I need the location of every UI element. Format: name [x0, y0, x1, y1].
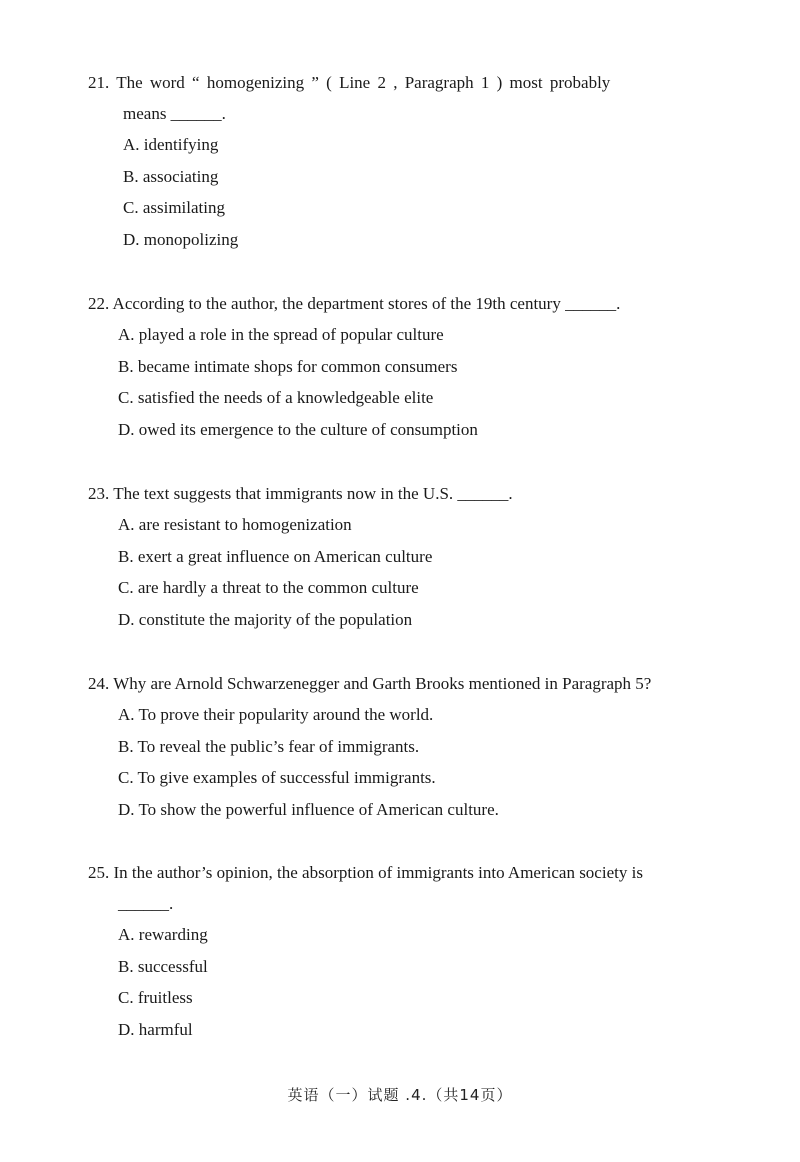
- option-a: A. played a role in the spread of popular culture: [118, 325, 444, 344]
- option-d: D. constitute the majority of the population: [118, 610, 413, 630]
- question-22: [88, 288, 728, 446]
- option-b: B. became intimate shops for common consumers: [118, 356, 458, 376]
- option-a: A. are resistant to homogenization: [118, 515, 352, 534]
- option-d: D. harmful: [118, 1020, 193, 1040]
- question-25: [88, 857, 728, 1046]
- option-d: D. monopolizing: [123, 230, 239, 250]
- option-a: A. rewarding: [118, 925, 208, 944]
- option-c: C. satisfied the needs of a knowledgeable elite: [118, 388, 434, 408]
- question-stem: 25. In the author’s opinion, the absorption of immigrants into American society is: [88, 863, 643, 882]
- option-c: C. fruitless: [118, 988, 193, 1008]
- option-b: B. associating: [123, 166, 219, 186]
- question-stem: 22. According to the author, the department stores of the 19th century ______.: [88, 294, 621, 313]
- option-a: A. identifying: [123, 135, 219, 154]
- option-b: B. To reveal the public’s fear of immigrants.: [118, 736, 420, 756]
- option-b: B. exert a great influence on American culture: [118, 546, 433, 566]
- option-c: C. To give examples of successful immigrants.: [118, 768, 436, 788]
- question-21: [88, 67, 728, 256]
- option-d: D. To show the powerful influence of American culture.: [118, 800, 499, 820]
- option-a: A. To prove their popularity around the world.: [118, 705, 434, 724]
- option-c: C. are hardly a threat to the common culture: [118, 578, 419, 598]
- page-footer: 英语（一）试题 .4.（共14页）: [287, 1086, 513, 1104]
- option-c: C. assimilating: [123, 198, 225, 218]
- question-stem: 24. Why are Arnold Schwarzenegger and Garth Brooks mentioned in Paragraph 5?: [88, 674, 652, 693]
- question-stem: 21. The word “ homogenizing ” ( Line 2 , Paragraph 1 ) most probably: [88, 73, 611, 92]
- question-24: [88, 668, 728, 826]
- question-23: [88, 478, 728, 636]
- question-stem: 23. The text suggests that immigrants now in the U.S. ______.: [88, 484, 513, 503]
- question-stem-continuation: means ______.: [123, 104, 226, 123]
- question-stem-continuation: ______.: [118, 894, 174, 913]
- option-b: B. successful: [118, 956, 208, 976]
- option-d: D. owed its emergence to the culture of consumption: [118, 420, 478, 440]
